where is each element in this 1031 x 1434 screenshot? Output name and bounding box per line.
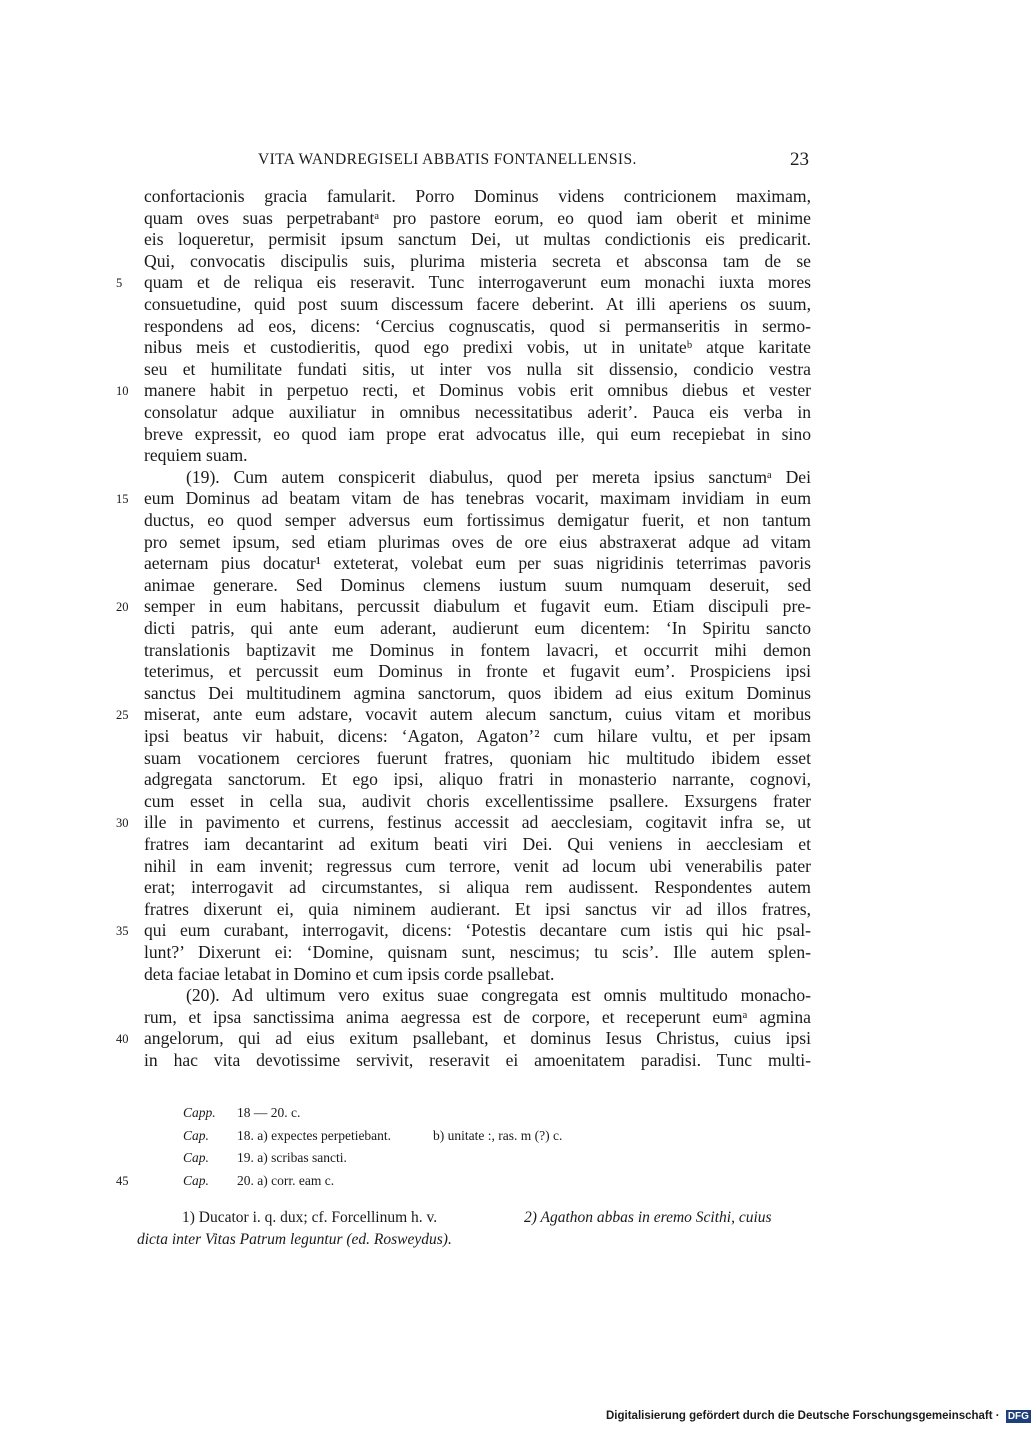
- footnote-2-text: 2) Agathon abbas in eremo Scithi, cuius: [524, 1209, 772, 1226]
- text-line: confortacionis gracia famularit. Porro Dominus videns contricionem maximam,: [144, 186, 811, 206]
- footnote-1-text: 1) Ducator i. q. dux; cf. Forcellinum h. v.: [182, 1209, 438, 1226]
- text-line: animae generare. Sed Dominus clemens iustum suum numquam deseruit, sed: [144, 574, 811, 595]
- apparatus-cap: Cap.: [183, 1127, 209, 1143]
- text-line: respondens ad eos, dicens: ‘Cercius cognuscatis, quod si permanseritis in sermo-: [144, 315, 811, 336]
- text-line: nibus meis et custodieritis, quod ego predixi vobis, ut in unitateᵇ atque karitate: [144, 337, 811, 358]
- text-line: semper in eum habitans, percussit diabulum et fugavit eum. Etiam discipuli pre-: [144, 596, 811, 617]
- apparatus-text: 18. a) expectes perpetiebant.: [237, 1127, 392, 1143]
- text-line: qui eum curabant, interrogavit, dicens: ‘Potestis decantare cum istis qui hic psal-: [144, 920, 811, 941]
- text-line: erat; interrogavit ad circumstantes, si aliqua rem audissent. Respondentes autem: [144, 877, 811, 898]
- page-number: 23: [790, 149, 809, 170]
- text-line: Qui, convocatis discipulis suis, plurima misteria secreta et absconsa tam de se: [144, 250, 811, 271]
- text-line: suam vocationem cerciores fuerunt fratres, quoniam hic multitudo ibidem esset: [144, 747, 811, 768]
- apparatus-text-2: b) unitate :, ras. m (?) c.: [433, 1127, 563, 1143]
- text-line: lunt?’ Dixerunt ei: ‘Domine, quisnam sunt, nescimus; tu scis’. Ille autem splen-: [144, 942, 811, 962]
- dfg-logo: DFG: [1007, 1411, 1029, 1422]
- line-number: 40: [116, 1032, 129, 1047]
- apparatus-cap: Cap.: [183, 1172, 209, 1188]
- line-number: 20: [116, 600, 129, 615]
- line-number: 10: [116, 384, 129, 399]
- apparatus-cap: Capp.: [183, 1105, 216, 1120]
- text-line: aeternam pius docatur¹ exteterat, volebat eum per suas nigridinis teterrimas pavoris: [144, 553, 811, 574]
- text-line: cum esset in cella sua, audivit choris excellentissime psallere. Exsurgens frater: [144, 790, 811, 811]
- text-line: ipsi beatus vir habuit, dicens: ‘Agaton, Agaton’² cum hilare vultu, et per ipsam: [144, 726, 811, 746]
- text-line: ductus, eo quod semper adversus eum fortissimus demigatur fuerit, et non tantum: [144, 510, 811, 530]
- text-line: deta faciae letabat in Domino et cum ipsis corde psallebat.: [144, 963, 555, 984]
- footnote-1: [182, 1207, 437, 1229]
- text-line: (19). Cum autem conspicerit diabulus, quod per mereta ipsius sanctumᵃ Dei: [186, 466, 811, 487]
- text-line: ille in pavimento et currens, festinus accessit ad aecclesiam, cogitavit infra se, ut: [144, 812, 811, 833]
- digitization-credit: Digitalisierung gefördert durch die Deutsche Forschungsgemeinschaft · DFG: [606, 1410, 1029, 1422]
- text-line: angelorum, qui ad eius exitum psallebant, et dominus Iesus Christus, cuius ipsi: [144, 1028, 811, 1049]
- text-line: in hac vita devotissime servivit, reseravit ei amoenitatem paradisi. Tunc multi-: [144, 1050, 811, 1070]
- apparatus-line: [183, 1127, 562, 1145]
- text-line: pro semet ipsum, sed etiam plurimas oves de ore eius abstraxerat adque ad vitam: [144, 531, 811, 552]
- apparatus-line: [183, 1172, 433, 1190]
- text-line: adgregata sanctorum. Et ego ipsi, aliquo fratri in monasterio narrante, cognovi,: [144, 769, 811, 790]
- footnote-2-continuation: [137, 1229, 452, 1251]
- footnote-2: [524, 1207, 772, 1229]
- text-line: consuetudine, quid post suum discessum facere deberint. At illi aperiens os suum,: [144, 294, 811, 314]
- text-line: eum Dominus ad beatam vitam de has tenebras vocarit, maximam invidiam in eum: [144, 488, 811, 509]
- line-number: 30: [116, 816, 129, 831]
- line-number: 25: [116, 708, 129, 723]
- line-number: 5: [116, 276, 123, 291]
- apparatus-text: 19. a) scribas sancti.: [237, 1150, 347, 1165]
- text-line: fratres dixerunt ei, quia niminem audierant. Et ipsi sanctus vir ad illos fratres,: [144, 898, 811, 919]
- text-line: quam oves suas perpetrabantᵃ pro pastore eorum, eo quod iam oberit et minime: [144, 207, 811, 228]
- line-number: 35: [116, 924, 129, 939]
- footnote-2-text-cont: dicta inter Vitas Patrum leguntur (ed. Rosweydus).: [137, 1231, 452, 1248]
- text-line: breve expressit, eo quod iam prope erat advocatus ille, qui eum recepiebat in sino: [144, 423, 811, 444]
- text-line: requiem suam.: [144, 445, 248, 466]
- text-line: consolatur adque auxiliatur in omnibus necessitatibus aderit’. Pauca eis verba in: [144, 402, 811, 422]
- text-line: teterimus, et percussit eum Dominus in fronte et fugavit eum’. Prospiciens ipsi: [144, 661, 811, 682]
- text-line: eis loqueretur, permisit ipsum sanctum Dei, ut multas condictionis eis predicarit.: [144, 229, 811, 250]
- apparatus-line: [183, 1149, 433, 1167]
- line-number: 45: [116, 1173, 129, 1188]
- running-title: VITA WANDREGISELI ABBATIS FONTANELLENSIS.: [258, 151, 637, 168]
- text-line: fratres iam decantarint ad exitum beati viri Dei. Qui veniens in aecclesiam et: [144, 834, 811, 854]
- text-line: translationis baptizavit me Dominus in fontem lavacri, et occurrit mihi demon: [144, 639, 811, 660]
- text-line: miserat, ante eum adstare, vocavit autem alecum sanctum, cuius vitam et moribus: [144, 704, 811, 725]
- text-line: rum, et ipsa sanctissima anima aegressa est de corpore, et receperunt eumᵃ agmina: [144, 1006, 811, 1027]
- apparatus-text: 18 — 20. c.: [237, 1105, 301, 1120]
- apparatus-line: [183, 1104, 433, 1122]
- text-line: manere habit in perpetuo recti, et Dominus vobis erit omnibus diebus et vester: [144, 380, 811, 401]
- text-line: nihil in eam invenit; regressus cum terrore, venit ad locum ubi venerabilis pater: [144, 855, 811, 876]
- text-line: quam et de reliqua eis reseravit. Tunc interrogaverunt eum monachi iuxta mores: [144, 272, 811, 293]
- text-line: dicti patris, qui ante eum aderant, audierunt eum dicentem: ‘In Spiritu sancto: [144, 618, 811, 638]
- text-line: sanctus Dei multitudinem agmina sanctorum, quos ibidem ad eius exitum Dominus: [144, 682, 811, 703]
- apparatus-text: 20. a) corr. eam c.: [237, 1172, 335, 1188]
- apparatus-cap: Cap.: [183, 1150, 209, 1165]
- text-line: seu et humilitate fundati sitis, ut inter vos nulla sit dissensio, condicio vestra: [144, 358, 811, 379]
- credit-text: Digitalisierung gefördert durch die Deutsche Forschungsgemeinschaft: [606, 1410, 993, 1422]
- line-number: 15: [116, 492, 129, 507]
- text-line: (20). Ad ultimum vero exitus suae congregata est omnis multitudo monacho-: [186, 985, 811, 1006]
